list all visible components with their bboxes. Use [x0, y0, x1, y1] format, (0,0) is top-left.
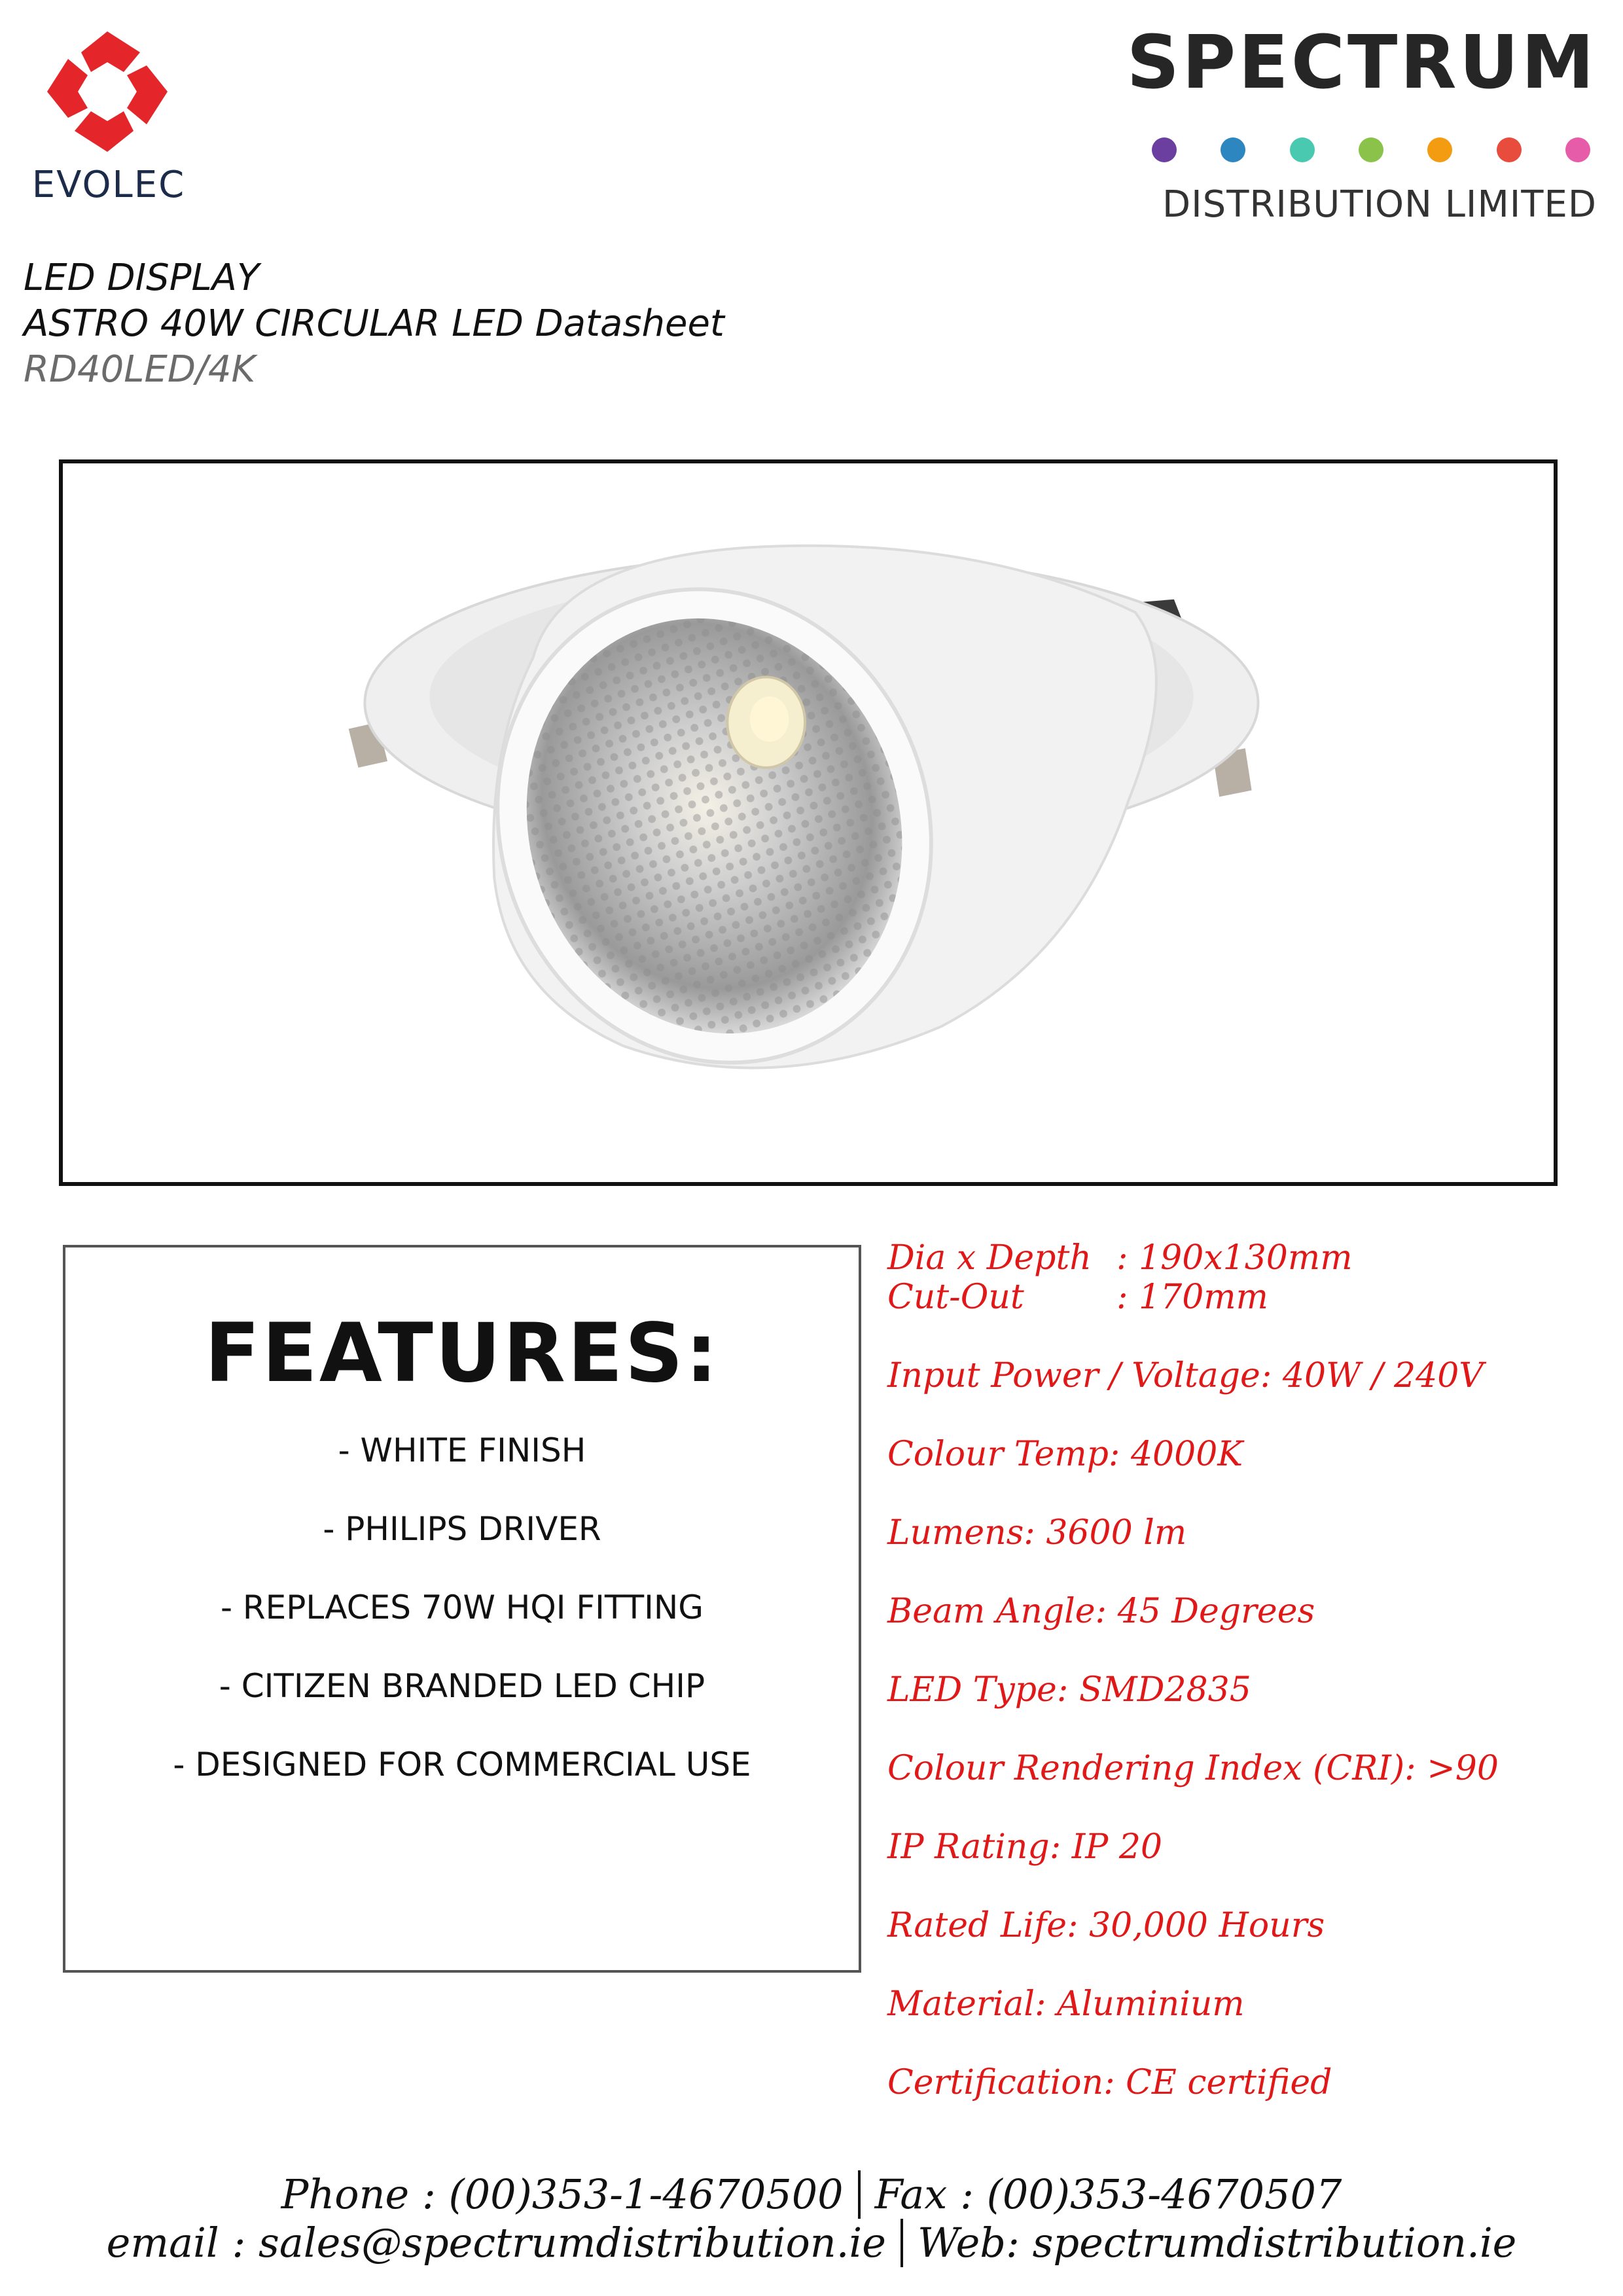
spec-value: : 170mm: [1116, 1278, 1268, 1317]
spec-beam-angle: Beam Angle: 45 Degrees: [887, 1592, 1315, 1631]
specifications: [887, 1238, 1601, 2102]
spectrum-logo: [1126, 20, 1597, 226]
spec-cutout: [887, 1278, 1601, 1317]
product-code: RD40LED/4K: [24, 348, 256, 391]
product-image-frame: [59, 459, 1558, 1186]
document-title-block: [24, 255, 724, 393]
color-dot-icon: [1497, 137, 1522, 162]
feature-item: - REPLACES 70W HQI FITTING: [220, 1588, 704, 1626]
footer-email[interactable]: email : sales@spectrumdistribution.ie: [106, 2219, 886, 2267]
spec-dimensions: [887, 1238, 1601, 1278]
color-dot-icon: [1359, 137, 1383, 162]
feature-item: - CITIZEN BRANDED LED CHIP: [219, 1667, 705, 1705]
color-dot-icon: [1427, 137, 1452, 162]
color-dot-icon: [1565, 137, 1590, 162]
feature-item: - PHILIPS DRIVER: [323, 1510, 601, 1548]
document-title: ASTRO 40W CIRCULAR LED Datasheet: [24, 302, 724, 345]
spec-input-power: Input Power / Voltage: 40W / 240V: [887, 1356, 1484, 1395]
footer-line-2: [0, 2219, 1623, 2267]
downlight-product-icon: [63, 463, 1554, 1182]
evolec-logo: [24, 26, 194, 209]
contact-footer: [0, 2170, 1623, 2267]
spectrum-logo-subtitle: DISTRIBUTION LIMITED: [1162, 183, 1597, 226]
footer-phone: Phone : (00)353-1-4670500: [281, 2170, 844, 2218]
spec-material: Material: Aluminium: [887, 1984, 1245, 2024]
spec-lumens: Lumens: 3600 lm: [887, 1513, 1187, 1552]
spec-colour-temp: Colour Temp: 4000K: [887, 1435, 1243, 1474]
color-dot-icon: [1290, 137, 1315, 162]
spec-cri: Colour Rendering Index (CRI): >90: [887, 1749, 1499, 1788]
spectrum-logo-title: SPECTRUM: [1126, 20, 1597, 105]
spectrum-logo-dots: [1152, 137, 1590, 164]
spec-label: Dia x Depth: [887, 1238, 1092, 1278]
spec-led-type: LED Type: SMD2835: [887, 1670, 1251, 1710]
evolec-logo-text: EVOLEC: [31, 164, 186, 206]
spec-ip-rating: IP Rating: IP 20: [887, 1827, 1162, 1867]
footer-line-1: [0, 2170, 1623, 2219]
evolec-logo-mark-icon: [42, 26, 173, 157]
document-category: LED DISPLAY: [24, 257, 260, 299]
color-dot-icon: [1152, 137, 1177, 162]
features-box: [63, 1245, 861, 1973]
feature-item: - DESIGNED FOR COMMERCIAL USE: [173, 1746, 751, 1784]
footer-separator: [901, 2219, 903, 2267]
spec-rated-life: Rated Life: 30,000 Hours: [887, 1906, 1325, 1945]
spec-label: Cut-Out: [887, 1278, 1024, 1317]
features-list: [65, 1411, 859, 1804]
feature-item: - WHITE FINISH: [338, 1431, 586, 1469]
color-dot-icon: [1221, 137, 1245, 162]
footer-separator: [858, 2170, 861, 2219]
spec-certification: Certification: CE certified: [887, 2063, 1332, 2102]
spec-value: : 190x130mm: [1116, 1238, 1353, 1278]
footer-fax: Fax : (00)353-4670507: [874, 2170, 1342, 2218]
features-heading: FEATURES:: [204, 1306, 720, 1401]
footer-web[interactable]: Web: spectrumdistribution.ie: [917, 2219, 1517, 2267]
